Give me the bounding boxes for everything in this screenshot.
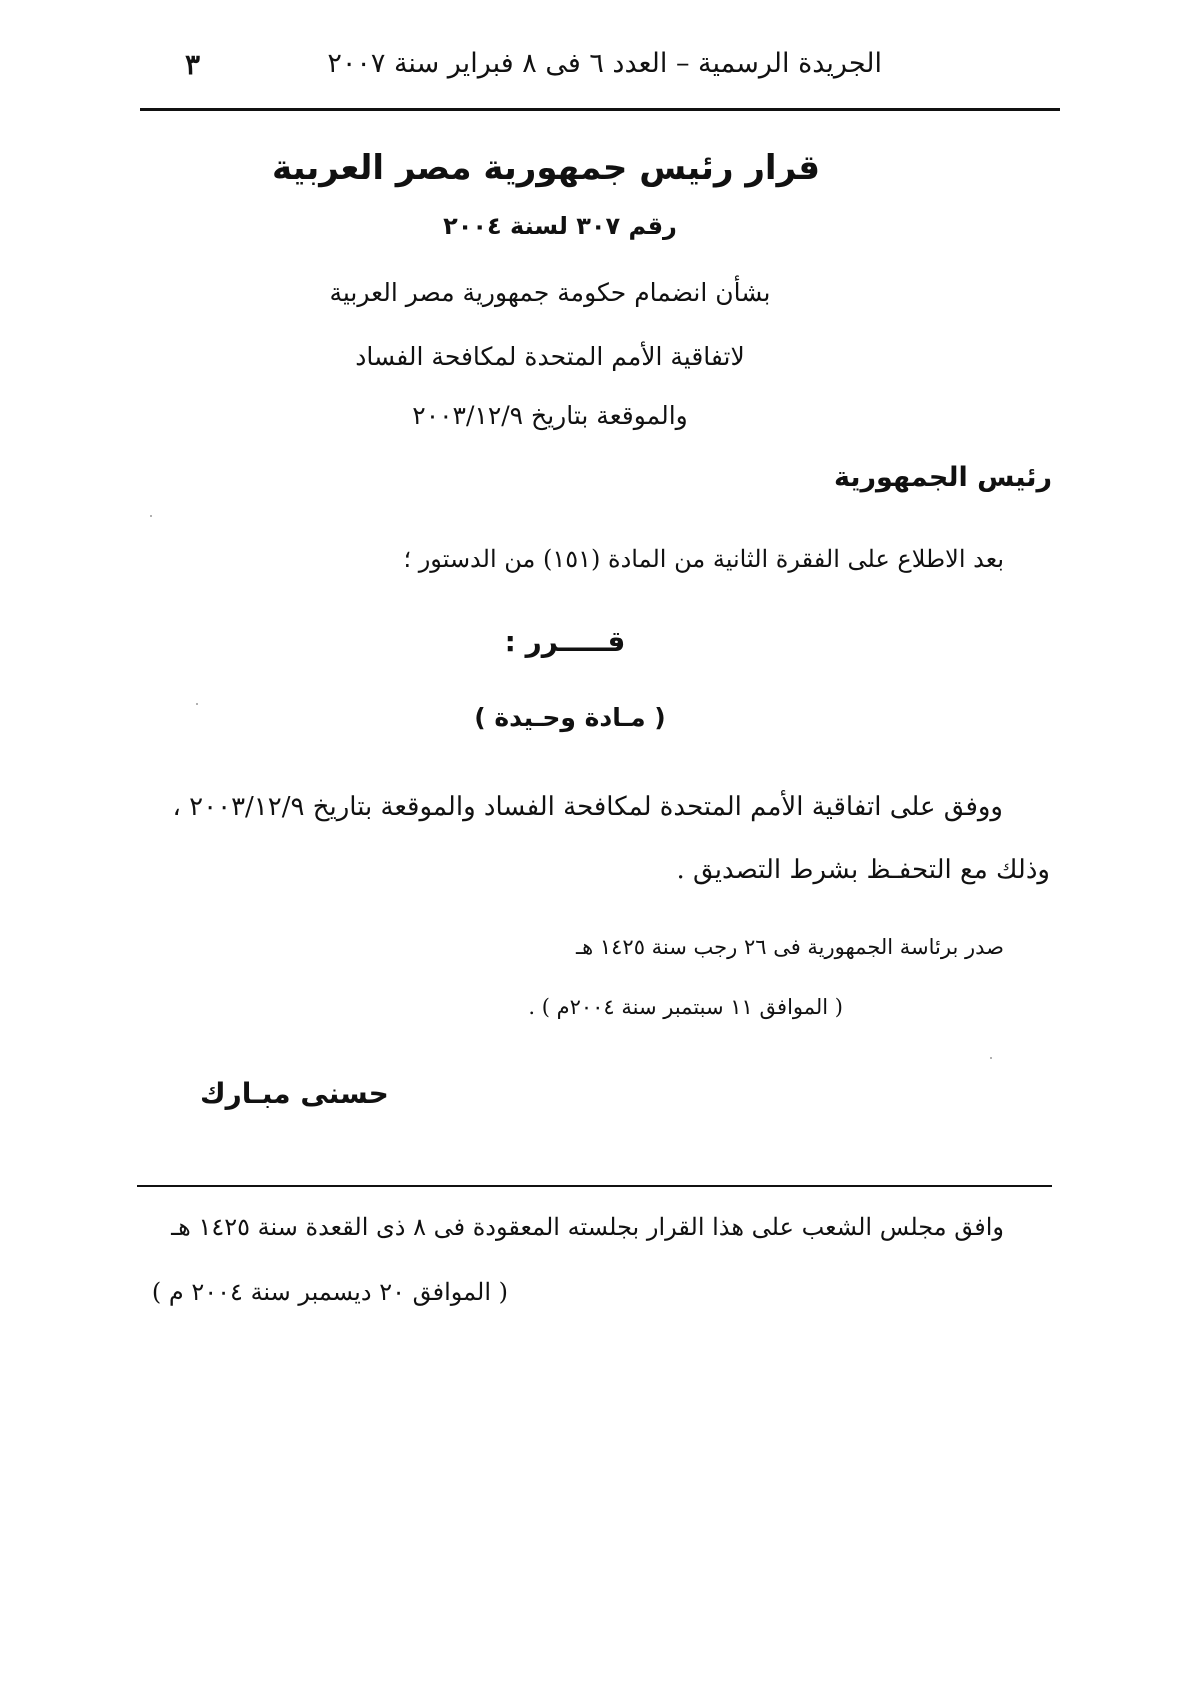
issued-date-hijri: صدر برئاسة الجمهورية فى ٢٦ رجب سنة ١٤٢٥ هـ xyxy=(575,935,1004,959)
president-label: رئيس الجمهورية xyxy=(833,462,1052,493)
issued-date-gregorian: ( الموافق ١١ سبتمبر سنة ٢٠٠٤م ) . xyxy=(528,995,843,1019)
subject-line-3: والموقعة بتاريخ ٢٠٠٣/١٢/٩ xyxy=(412,401,688,430)
gazette-header-title: الجريدة الرسمية – العدد ٦ فى ٨ فبراير سنة ٢٠٠٧ xyxy=(327,48,882,79)
decree-number: رقم ٣٠٧ لسنة ٢٠٠٤ xyxy=(443,212,677,240)
footnote-line-1: وافق مجلس الشعب على هذا القرار بجلسته المعقودة فى ٨ ذى القعدة سنة ١٤٢٥ هـ xyxy=(171,1213,1004,1241)
decree-title: قرار رئيس جمهورية مصر العربية xyxy=(271,148,821,188)
subject-line-2: لاتفاقية الأمم المتحدة لمكافحة الفساد xyxy=(355,342,745,371)
header-rule xyxy=(140,108,1060,111)
decided-heading: قـــــرر : xyxy=(504,625,626,658)
scan-speck xyxy=(196,703,198,705)
preamble-text: بعد الاطلاع على الفقرة الثانية من المادة (١٥١) من الدستور ؛ xyxy=(403,545,1004,573)
page-number: ٣ xyxy=(185,48,201,81)
signature-name: حسنى مبـارك xyxy=(200,1077,389,1110)
subject-line-1: بشأن انضمام حكومة جمهورية مصر العربية xyxy=(329,278,771,307)
scan-speck xyxy=(150,515,152,517)
footnote-rule xyxy=(137,1185,1052,1187)
article-body-line-2: وذلك مع التحفـظ بشرط التصديق . xyxy=(676,855,1050,885)
footnote-line-2: ( الموافق ٢٠ ديسمبر سنة ٢٠٠٤ م ) xyxy=(151,1278,508,1306)
scan-speck xyxy=(990,1057,992,1059)
article-title: ( مـادة وحـيدة ) xyxy=(474,703,666,732)
article-body-line-1: ووفق على اتفاقية الأمم المتحدة لمكافحة الفساد والموقعة بتاريخ ٢٠٠٣/١٢/٩ ، xyxy=(172,792,1003,822)
